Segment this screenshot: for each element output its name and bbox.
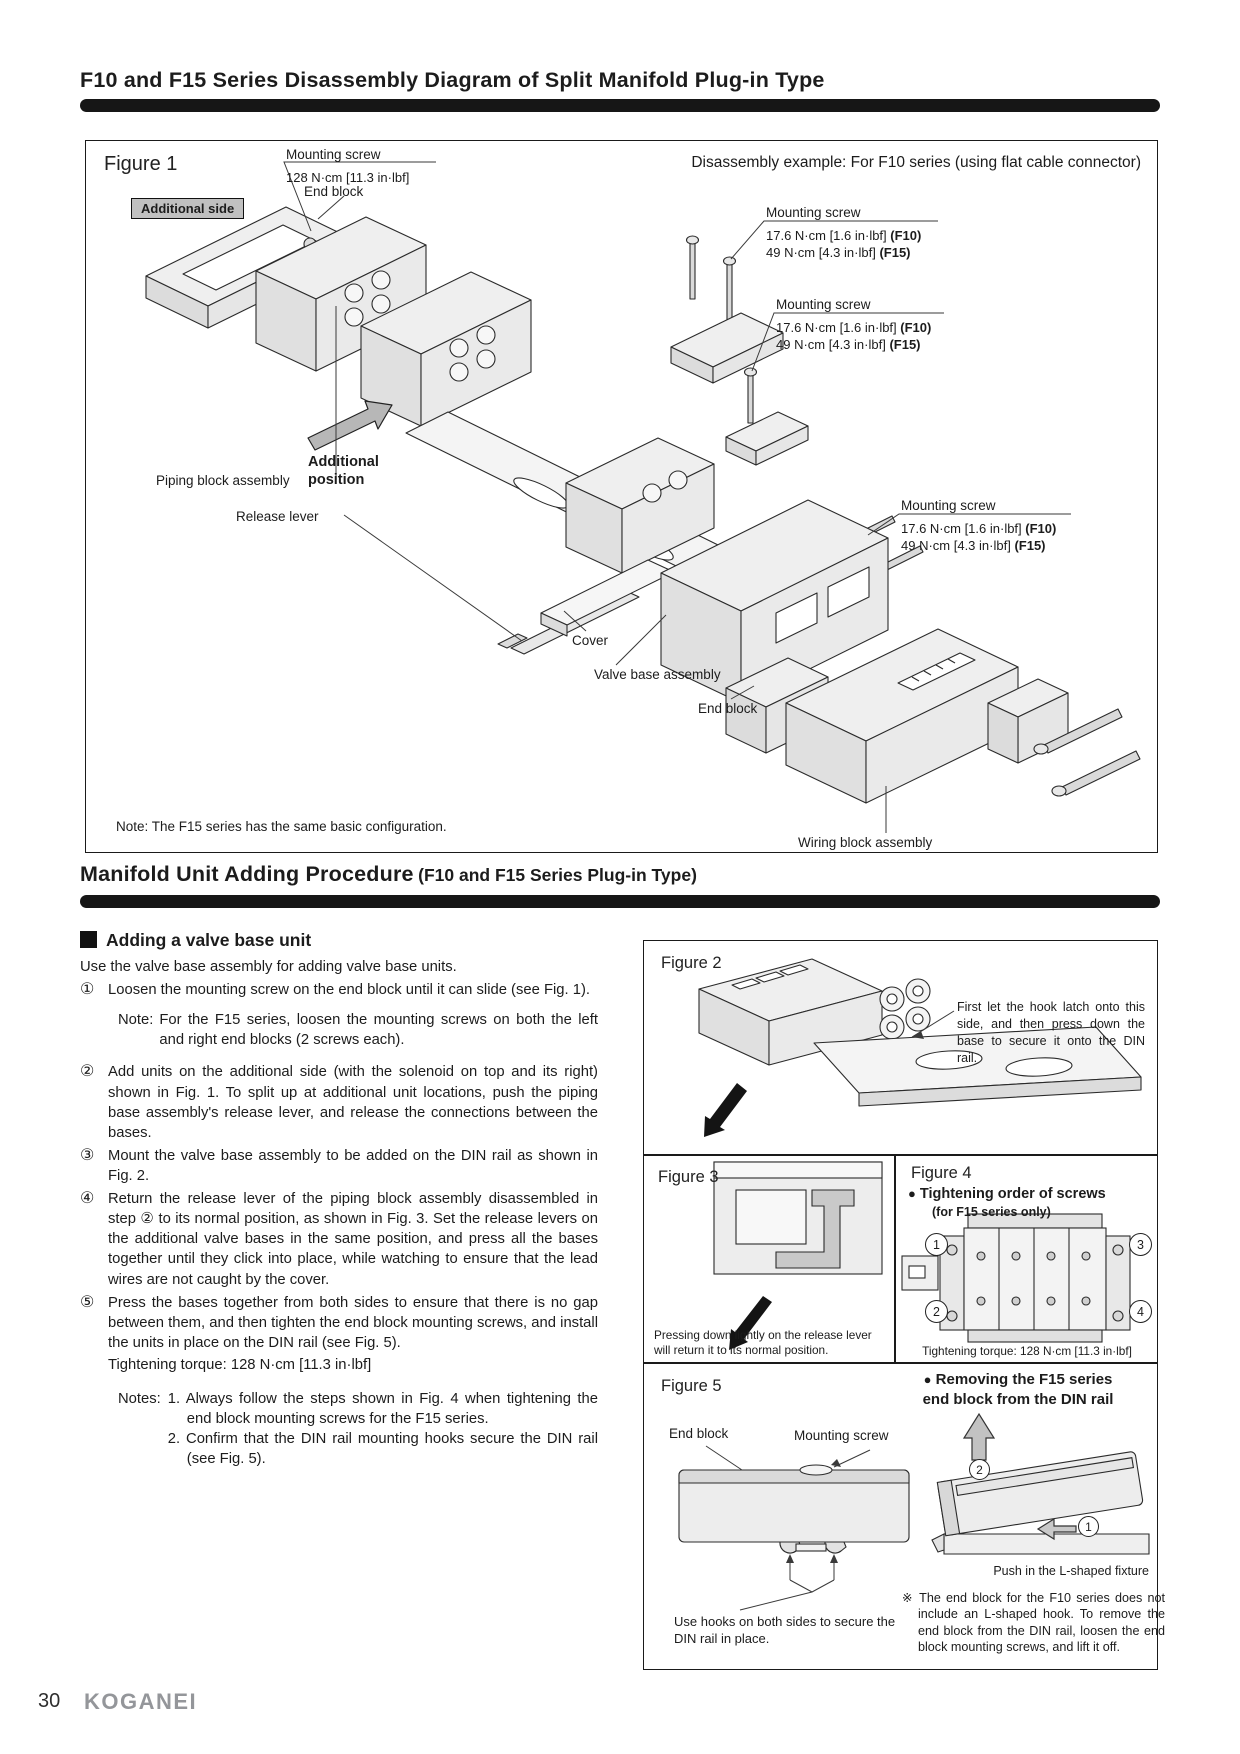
order-marker-4: 4 — [1129, 1300, 1152, 1323]
additional-position-arrow — [308, 401, 392, 450]
figure3-panel — [643, 1155, 895, 1363]
fig5-push-caption: Push in the L-shaped fixture — [993, 1564, 1149, 1578]
fig2-press-arrow — [704, 1083, 747, 1137]
figure3-label: Figure 3 — [658, 1168, 719, 1186]
procedure-intro: Use the valve base assembly for adding valve base units. — [80, 959, 457, 975]
figure4-panel — [895, 1155, 1158, 1363]
step1-note: Note: For the F15 series, loosen the mounting screws on both the left and right end blocks (2 screws each). — [118, 1012, 598, 1049]
fig5-lift-arrow — [964, 1414, 994, 1460]
figure3-caption: Pressing down lightly on the release lever will return it to its normal position. — [654, 1328, 872, 1358]
figure4-subheading: (for F15 series only) — [932, 1205, 1051, 1219]
figure1-subtitle: Disassembly example: For F10 series (using flat cable connector) — [691, 154, 1141, 171]
figure1-diagram — [86, 141, 1156, 851]
callout-mounting-screw-2: Mounting screw 17.6 N·cm [1.6 in·lbf] (F10) 49 N·cm [4.3 in·lbf] (F15) — [776, 297, 932, 352]
procedure-step-3: ③ Mount the valve base assembly to be added on the DIN rail as shown in Fig. 2. — [80, 1146, 598, 1184]
procedure-heading: Adding a valve base unit — [80, 930, 598, 951]
section2-title: Manifold Unit Adding Procedure — [80, 862, 414, 886]
figure5-panel — [643, 1363, 1165, 1670]
callout-mounting-screw-1: Mounting screw 17.6 N·cm [1.6 in·lbf] (F10) 49 N·cm [4.3 in·lbf] (F15) — [766, 205, 922, 260]
procedure-step-4: ④ Return the release lever of the piping block assembly disassembled in step ② to its normal position, as shown in Fig. 3. Set the release levers on the additional valve bases in the same position, and press all the bases together until they click into place, while watching to ensure that the lead wires are not caught by the cover. — [80, 1190, 598, 1288]
page-number: 30 — [38, 1690, 61, 1712]
square-bullet-icon — [80, 931, 97, 948]
brand-logo: KOGANEI — [84, 1689, 198, 1714]
figure4-heading: ● Tightening order of screws — [908, 1186, 1106, 1202]
figure1-panel — [85, 140, 1158, 853]
procedure-step-2: ② Add units on the additional side (with the solenoid on top and its right) shown in Fig. 1. To split up at additional unit locations, push the piping base assembly's release lever, and release the connections between the bases. — [80, 1063, 598, 1141]
mounting-screw-mid — [726, 368, 808, 465]
fig5-end-block — [679, 1465, 909, 1553]
procedure-step-5: ⑤ Press the bases together from both sides to ensure that there is no gap between them, and then tighten the end block mounting screws, and install the units in place on the DIN rail (see Fig. 5). Tightening torque: 128 N·cm [11.3 in·lbf] — [80, 1293, 598, 1375]
label-end-block-bottom: End block — [698, 701, 758, 716]
fig5-tilted-block — [932, 1451, 1149, 1554]
figure4-label: Figure 4 — [911, 1164, 972, 1182]
fig5-marker-2: 2 — [969, 1459, 990, 1480]
callout-mounting-screw-3: Mounting screw 17.6 N·cm [1.6 in·lbf] (F10) 49 N·cm [4.3 in·lbf] (F15) — [901, 498, 1057, 553]
figure1-label: Figure 1 — [104, 153, 178, 175]
label-additional-position: Additional position — [308, 454, 379, 489]
wiring-block-part — [786, 629, 1140, 803]
fig5-marker-1: 1 — [1078, 1516, 1099, 1537]
section2-subtitle: (F10 and F15 Series Plug-in Type) — [418, 865, 697, 885]
page-title: F10 and F15 Series Disassembly Diagram of Split Manifold Plug-in Type — [80, 68, 825, 92]
label-piping-block: Piping block assembly — [156, 473, 290, 488]
procedure-notes: Notes: 1. Always follow the steps shown in Fig. 4 when tightening the end block mounting screws for the F15 series. 2. Confirm that the DIN rail mounting hooks secure the DIN rail (see Fig. 5). — [118, 1389, 598, 1469]
procedure-note-2: 2. Confirm that the DIN rail mounting hooks secure the DIN rail (see Fig. 5). — [167, 1431, 598, 1468]
order-marker-3: 3 — [1129, 1233, 1152, 1256]
cover-part — [541, 560, 674, 636]
fig4-body — [964, 1228, 1106, 1330]
procedure-column — [80, 930, 598, 1470]
fig5-end-block-label: End block — [669, 1426, 729, 1441]
title-rule-bar — [80, 99, 1160, 112]
figure2-label: Figure 2 — [661, 954, 722, 972]
procedure-note-1: 1. Always follow the steps shown in Fig. 4 when tightening the end block mounting screws for the F15 series. — [167, 1391, 598, 1428]
section2-heading — [80, 862, 697, 887]
fig5-hooks-caption: Use hooks on both sides to secure the DIN rail in place. — [674, 1614, 896, 1646]
figure5-heading: ● Removing the F15 series end block from the DIN rail — [922, 1371, 1114, 1409]
label-release-lever: Release lever — [236, 509, 319, 524]
bullet-icon: ● — [923, 1372, 932, 1387]
bullet-icon: ● — [908, 1186, 916, 1201]
label-end-block-top: End block — [304, 184, 364, 199]
figure5-label: Figure 5 — [661, 1377, 722, 1395]
label-wiring-block: Wiring block assembly — [798, 835, 933, 850]
fig5-note: ※ The end block for the F10 series does not include an L-shaped hook. To remove the end block from the DIN rail, loosen the end block mounting screws, and lift it off. — [902, 1591, 1165, 1655]
label-cover: Cover — [572, 633, 609, 648]
procedure-step-1: ① Loosen the mounting screw on the end block until it can slide (see Fig. 1). — [80, 981, 590, 999]
callout-mounting-screw-top: Mounting screw 128 N·cm [11.3 in·lbf] — [286, 147, 410, 185]
figure2-panel — [643, 940, 1158, 1155]
step5-torque: Tightening torque: 128 N·cm [11.3 in·lbf] — [108, 1356, 372, 1373]
figure4-caption: Tightening torque: 128 N·cm [11.3 in·lbf] — [922, 1344, 1132, 1358]
label-valve-base: Valve base assembly — [594, 667, 721, 682]
figure2-note: First let the hook latch onto this side, and then press down the base to secure it onto the DIN rail. — [957, 1000, 1145, 1065]
fig5-mounting-screw-label: Mounting screw — [794, 1428, 889, 1443]
order-marker-1: 1 — [925, 1233, 948, 1256]
section2-rule-bar — [80, 895, 1160, 908]
additional-side-tag: Additional side — [131, 198, 244, 219]
figure1-note: Note: The F15 series has the same basic configuration. — [116, 819, 447, 834]
order-marker-2: 2 — [925, 1300, 948, 1323]
